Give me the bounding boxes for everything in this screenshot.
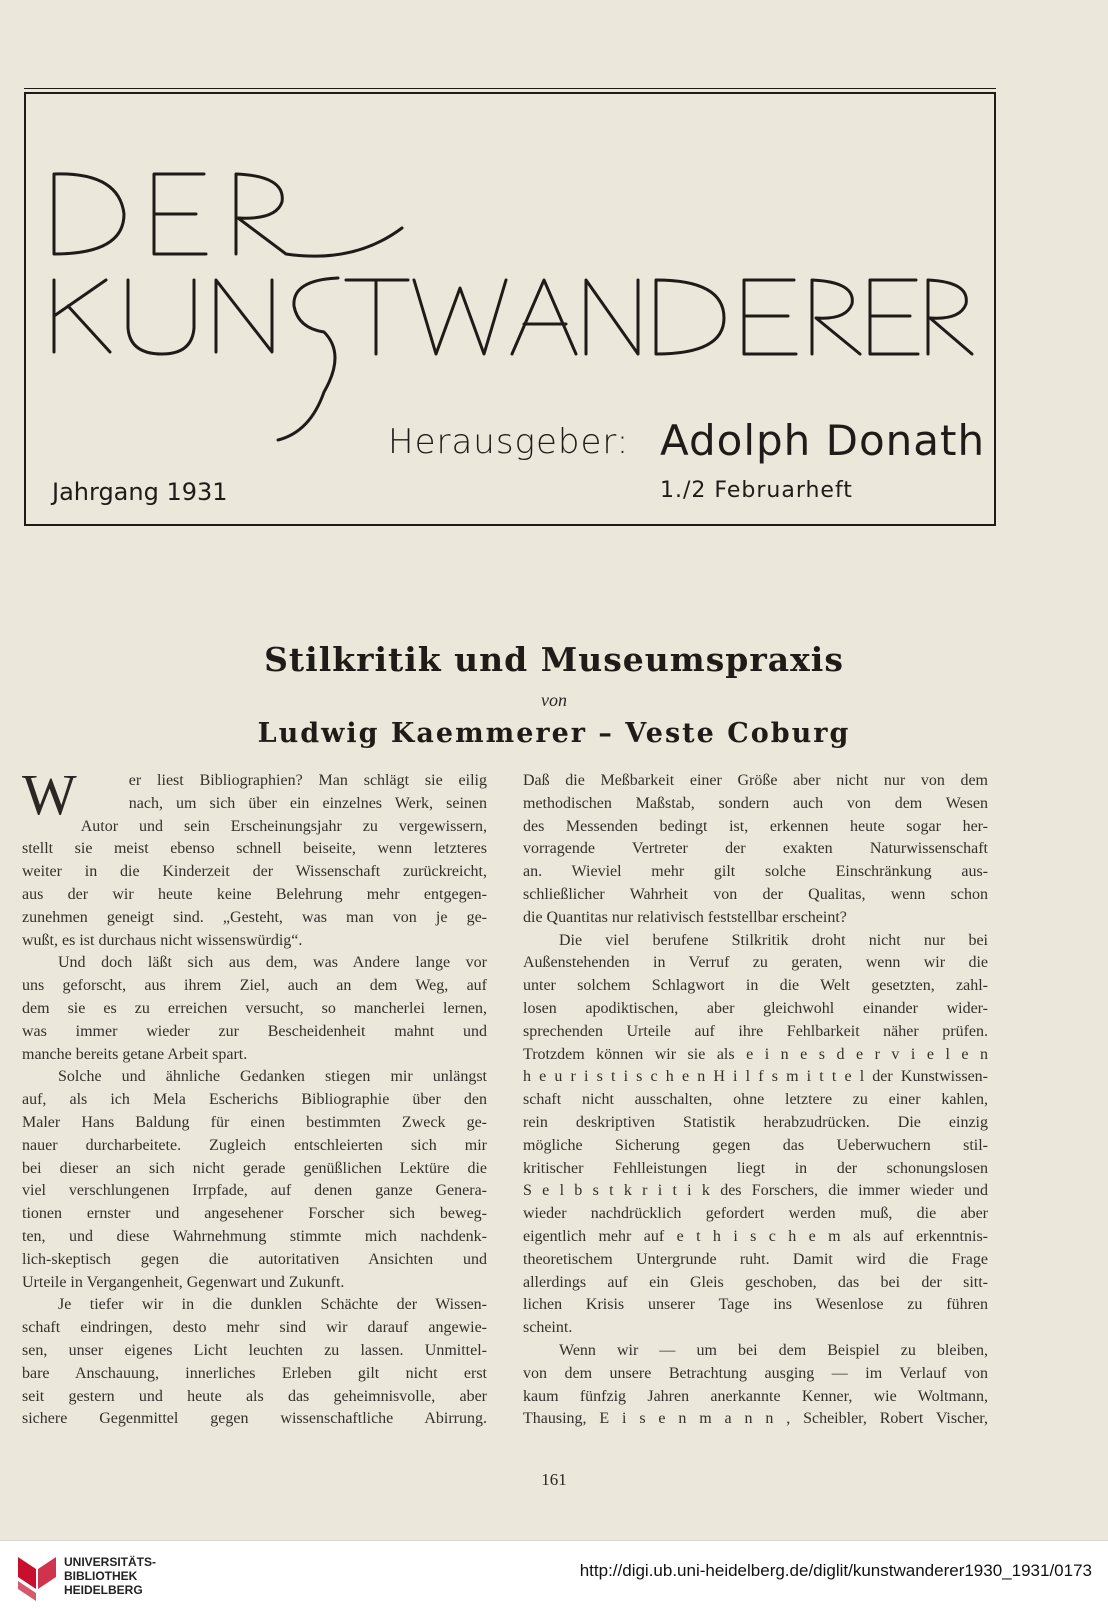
text-line: wieder nachdrücklich gefordert werden muß, die aber xyxy=(523,1205,988,1223)
text-line: mögliche Sicherung gegen das Ueberwuchern stil- xyxy=(523,1136,988,1154)
text-line: nach, um sich über ein einzelnes Werk, seinen xyxy=(128,794,487,812)
article-byline-von: von xyxy=(541,690,567,710)
text-line: vorragende Vertreter der exakten Naturwissenschaft xyxy=(523,840,988,858)
text-line: auf, als ich Mela Escherichs Bibliographie über den xyxy=(22,1091,487,1109)
text-line: er liest Bibliographien? Man schlägt sie eilig xyxy=(128,772,487,789)
text-line: Außenstehenden in Verruf zu geraten, wenn wir die xyxy=(523,954,988,972)
text-line: Thausing, E i s e n m a n n , Scheibler, Robert Vischer, xyxy=(523,1410,988,1428)
text-line: Wenn wir — um bei dem Beispiel zu bleiben, xyxy=(559,1341,988,1359)
masthead-herausgeber-label: Herausgeber: xyxy=(388,422,630,462)
text-line: unter solchem Schlagwort in die Welt gesetzten, zahl- xyxy=(523,977,988,995)
text-line: manche bereits getane Arbeit spart. xyxy=(22,1045,248,1063)
text-line: an. Wieviel mehr gilt solche Einschränkung aus- xyxy=(523,863,988,881)
drop-cap: W xyxy=(22,762,77,827)
text-line: Solche und ähnliche Gedanken stiegen mir unlängst xyxy=(58,1068,487,1086)
text-line: methodischen Maßstab, sondern auch von dem Wesen xyxy=(523,794,988,812)
text-line: sen, unser eigenes Licht leuchten zu lassen. Unmittel- xyxy=(22,1341,487,1359)
text-line: stellt sie meist ebenso schnell beiseite, wenn letzteres xyxy=(22,840,487,858)
text-line: sichere Gegenmittel gegen wissenschaftliche Abirrung. xyxy=(22,1410,487,1428)
text-line: losen apodiktischen, aber gleichwohl einander wider- xyxy=(523,999,988,1017)
text-line: viel verschlungenen Irrpfade, auf denen ganze Genera- xyxy=(22,1182,487,1200)
text-line: von dem unsere Betrachtung ausging — im Verlauf von xyxy=(523,1364,988,1382)
text-line: Und doch läßt sich aus dem, was Andere lange vor xyxy=(58,954,487,972)
text-line: schaft nicht ausschalten, ohne letztere zu einer kahlen, xyxy=(523,1091,988,1109)
text-line: seit gestern und heute als das geheimnisvolle, aber xyxy=(22,1387,487,1405)
library-name-line3: HEIDELBERG xyxy=(64,1583,143,1597)
text-line: lich-skeptisch gegen die autoritativen Ansichten und xyxy=(22,1250,487,1268)
text-line: des Messenden bedingt ist, erkennen heute sogar her- xyxy=(523,817,988,835)
text-line: sprechenden Urteile auf ihre Fehlbarkeit näher prüfen. xyxy=(523,1022,988,1040)
heidelberg-library-logo-icon xyxy=(14,1549,58,1605)
text-line: lichen Krisis unserer Tage ins Wesenlose zu führen xyxy=(523,1296,988,1314)
text-line: h e u r i s t i s c h e n H i l f s m i t t e l der Kunstwissen- xyxy=(523,1068,988,1086)
text-line: was immer wieder zur Bescheidenheit mahnt und xyxy=(22,1022,487,1040)
library-name-line2: BIBLIOTHEK xyxy=(64,1569,138,1583)
text-line: rein deskriptiven Statistik herabzudrücken. Die einzig xyxy=(523,1113,988,1131)
text-line: schaft eindringen, desto mehr sind wir darauf angewie- xyxy=(22,1319,487,1337)
right-text-column xyxy=(523,770,988,1431)
masthead-year: Jahrgang 1931 xyxy=(52,478,228,506)
masthead-issue: 1./2 Februarheft xyxy=(660,478,853,503)
text-line: kaum fünfzig Jahren anerkannte Kenner, wie Woltmann, xyxy=(523,1387,988,1405)
text-line: scheint. xyxy=(523,1319,573,1337)
text-line: S e l b s t k r i t i k des Forschers, die immer wieder und xyxy=(523,1182,988,1200)
text-line: allerdings auf ein Gleis geschoben, das bei der sitt- xyxy=(523,1273,988,1291)
text-line: Die viel berufene Stilkritik droht nicht nur bei xyxy=(559,931,988,949)
text-line: tionen ernster und angesehener Forscher sich beweg- xyxy=(22,1205,487,1223)
text-line: kritischer Fehlleistungen liegt in der schonungslosen xyxy=(523,1159,988,1177)
text-line: nauer durcharbeitete. Zugleich entschleierten sich mir xyxy=(22,1136,487,1154)
text-line: bare Anschauung, innerliches Erleben gilt nicht erst xyxy=(22,1364,487,1382)
permalink-url[interactable]: http://digi.ub.uni-heidelberg.de/diglit/kunstwanderer1930_1931/0173 xyxy=(579,1561,1092,1580)
text-line: Autor und sein Erscheinungsjahr zu vergewissern, xyxy=(80,817,487,835)
text-line: theoretischem Untergrunde ruht. Damit wird die Frage xyxy=(523,1250,988,1268)
text-line: ten, und diese Wahrnehmung stimmte mich nachdenk- xyxy=(22,1227,487,1245)
text-line: Trotzdem können wir sie als e i n e s d e r v i e l e n xyxy=(523,1045,988,1063)
text-line: Urteile in Vergangenheit, Gegenwart und Zukunft. xyxy=(22,1273,345,1291)
text-line: dem sie es zu erreichen versucht, so mancherlei lernen, xyxy=(22,999,487,1017)
text-line: weiter in die Kinderzeit der Wissenschaft zurückreicht, xyxy=(22,863,487,881)
text-line: Daß die Meßbarkeit einer Größe aber nicht nur von dem xyxy=(523,772,988,789)
text-line: uns geforscht, aus ihrem Ziel, auch an dem Weg, auf xyxy=(22,977,487,995)
text-line: zunehmen geneigt sind. „Gesteht, was man von je ge- xyxy=(22,908,487,926)
page-number: 161 xyxy=(541,1470,567,1489)
left-text-column xyxy=(22,762,487,1431)
library-name xyxy=(64,1555,156,1597)
text-line: aus der wir heute keine Belehrung mehr entgegen- xyxy=(22,885,487,903)
library-name-line1: UNIVERSITÄTS- xyxy=(64,1555,157,1569)
masthead-top-rule xyxy=(24,88,996,89)
text-line: wußt, es ist durchaus nicht wissenswürdig“. xyxy=(22,931,303,949)
text-line: eigentlich mehr auf e t h i s c h e m als auf erkenntnis- xyxy=(523,1227,988,1245)
article-title: Stilkritik und Museumspraxis xyxy=(264,640,844,679)
text-line: schließlicher Wahrheit von der Qualitas, wenn schon xyxy=(523,885,988,903)
text-line: Je tiefer wir in die dunklen Schächte der Wissen- xyxy=(58,1296,487,1314)
library-footer xyxy=(0,1540,1108,1614)
text-line: bei dieser an sich nicht gerade genüßlichen Lektüre die xyxy=(22,1159,487,1177)
masthead-editor-name: Adolph Donath xyxy=(660,416,986,465)
text-line: Maler Hans Baldung für einen bestimmten Zweck ge- xyxy=(22,1113,487,1131)
article-author: Ludwig Kaemmerer – Veste Coburg xyxy=(257,718,851,749)
text-line: die Quantitas nur relativisch feststellbar erscheint? xyxy=(523,908,847,926)
